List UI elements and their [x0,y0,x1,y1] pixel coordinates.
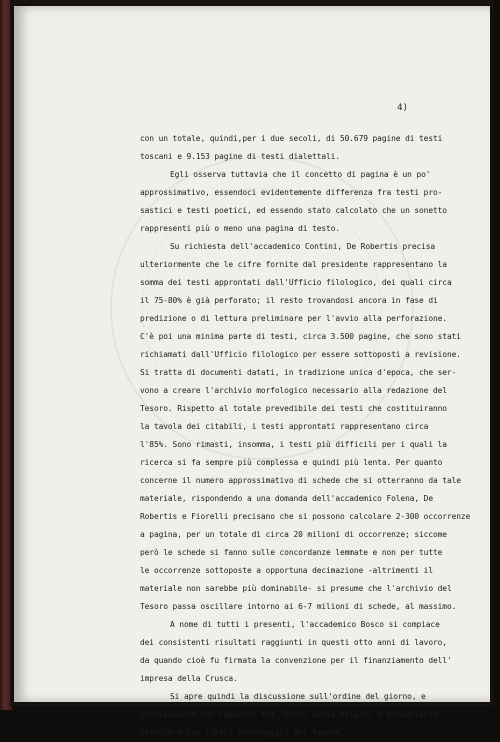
text-line: Egli osserva tuttavia che il concetto di pagina è un po' [170,170,431,179]
text-line: a pagina, per un totale di circa 20 milioni di occorrenze; siccome [140,530,447,539]
text-line: Su richiesta dell'accademico Contini, De Robertis precisa [170,242,436,251]
text-line: somma dei testi approntati dall'Ufficio filologico, dei quali circa [140,278,452,287]
text-line: approssimativo, essendoci evidentemente differenza fra testi pro- [140,188,443,197]
text-line: le occorrenze sottoposte a opportuna decimazione -altrimenti il [140,566,433,575]
text-line: storico e sui limiti cronologici del Tesoro. [140,728,345,737]
text-line: impresa della Crusca. [140,674,238,683]
text-line: precisamente sui rapporti fra Tesoro delle origini e Vocabolario [140,710,438,719]
text-line: dei consistenti risultati raggiunti in questi otto anni di lavoro, [140,638,447,647]
text-line: predizione o di lettura preliminare per l'avvio alla perforazione. [140,314,447,323]
text-line: l'85%. Sono rimasti, insomma, i testi più difficili per i quali la [140,440,447,449]
text-line: C'è poi una minima parte di testi, circa 3.500 pagine, che sono stati [140,332,461,341]
text-line: sastici e testi poetici, ed essendo stato calcolato che un sonetto [140,206,447,215]
text-line: rappresenti più o meno una pagina di testo. [140,224,340,233]
text-line: materiale, rispondendo a una domanda dell'accademico Folena, De [140,494,433,503]
text-line: Si tratta di documenti datati, in tradizione unica d'epoca, che ser- [140,368,457,377]
page-number: 4) [397,103,408,113]
text-line: concerne il numero approssimativo di schede che si otterranno da tale [140,476,461,485]
text-line: Si apre quindi la discussione sull'ordine del giorno, e [170,692,426,701]
text-line: però le schede si fanno sulle concordanze lemmate e non per tutte [140,548,443,557]
text-line: Tesoro passa oscillare intorno ai 6-7 milioni di schede, al massimo. [140,602,457,611]
text-line: richiamati dall'Ufficio filologico per essere sottoposti a revisione. [140,350,461,359]
text-line: ulteriormente che le cifre fornite dal presidente rappresentano la [140,260,447,269]
text-line: vono a creare l'archivio morfologico necessario alla redazione del [140,386,447,395]
text-line: il 75-80% è già perforato; il resto trovandosi ancora in fase di [140,296,438,305]
document-page [14,6,490,737]
text-line: Tesoro. Rispetto al totale prevedibile dei testi che costituiranno [140,404,447,413]
text-line: ricerca si fa sempre più complessa e quindi più lenta. Per quanto [140,458,443,467]
text-line: A nome di tutti i presenti, l'accademico Bosco si compiace [170,620,440,629]
text-line: la tavola dei citabili, i testi approntati rappresentano circa [140,422,429,431]
text-line: toscani e 9.153 pagine di testi dialettali. [140,152,340,161]
body-text [140,130,471,742]
text-line: da quando cioè fu firmata la convenzione per il finanziamento dell' [140,656,452,665]
text-line: materiale non sarebbe più dominabile- si presume che l'archivio del [140,584,452,593]
text-line: con un totale, quindi,per i due secoli, di 50.679 pagine di testi [140,134,443,143]
text-line: Robertis e Fiorelli precisano che si possono calcolare 2-300 occorrenze [140,512,471,521]
